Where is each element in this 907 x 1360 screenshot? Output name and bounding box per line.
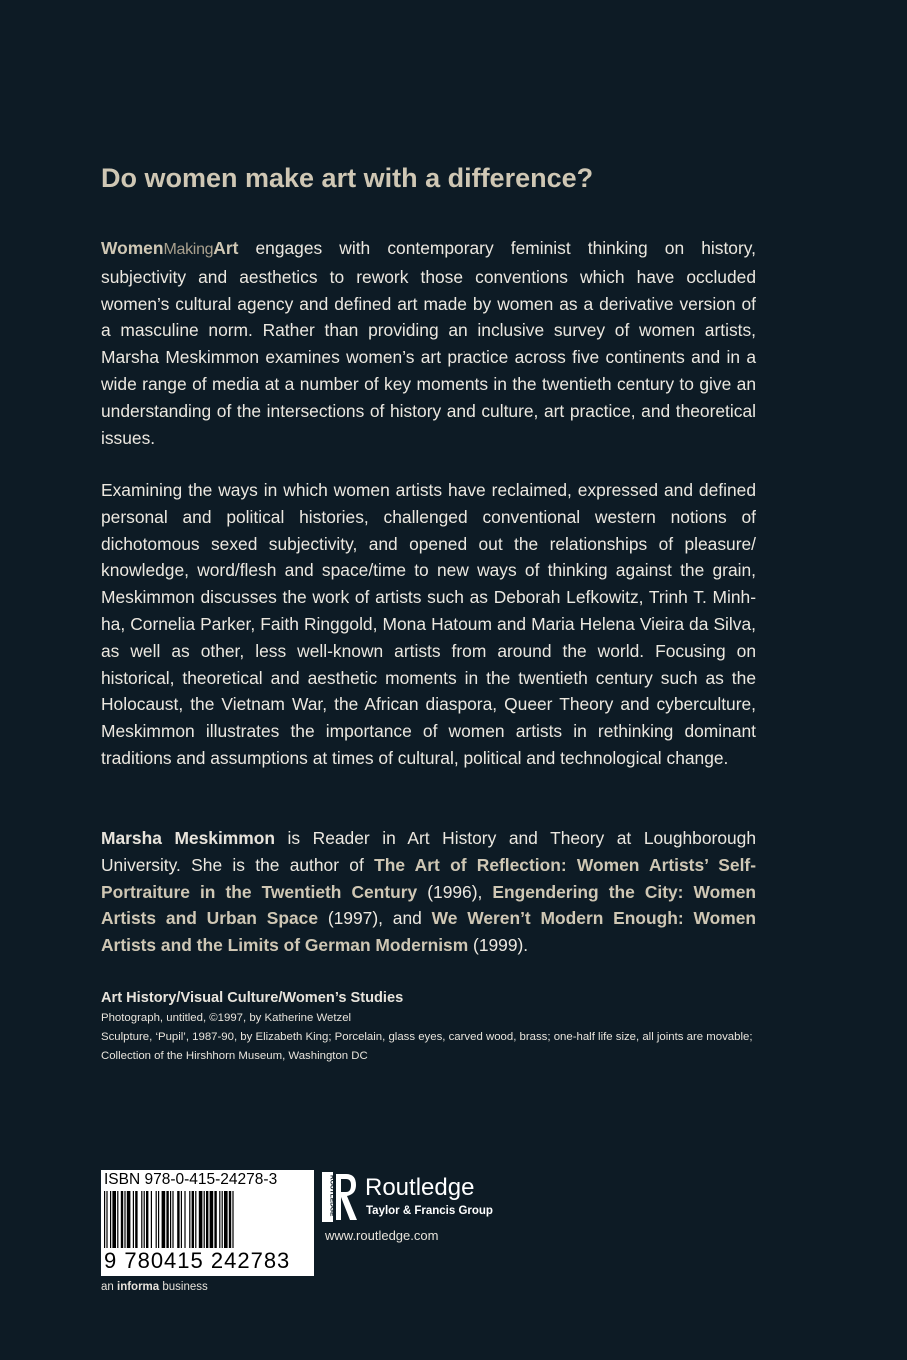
subject-category: Art History/Visual Culture/Women’s Studies [101,990,404,1006]
series-title-art: Art [213,238,239,258]
description-text-1: engages with contemporary feminist thinking on history, subjectivity and aesthetics to rework those conventions which have occluded women’s cultural agency and defined art made by women as a derivative version of a masculine norm. Rather than providing an inclusive survey of women artists, Marsha Meskimmon examines women’s art practice across five continents and in a wide range of media at a number of key moments in the twentieth century to give an understanding of the intersections of history and culture, art practice, and theoretical issues. [101,238,756,448]
sculpture-credit: Sculpture, ‘Pupil’, 1987-90, by Elizabeth King; Porcelain, glass eyes, carved wood, brass; one-half life size, all joints are movable; Collection of the Hirshhorn Museum, Washington DC [101,1031,753,1062]
book-year-2: (1997), and [318,908,432,929]
description-paragraph-1 [101,235,756,451]
bio-intro: is Reader in Art History and Theory at Loughborough University. She is the author of [101,828,757,875]
series-title-making: Making [163,241,214,258]
barcode-icon [104,1191,311,1254]
barcode-box [101,1170,314,1276]
book-title-2: Engendering the City: Women Artists and Urban Space [101,881,756,929]
informa-brand: informa [117,1281,160,1293]
author-bio [101,825,756,959]
credits-block [101,990,761,1066]
routledge-logo-icon [322,1172,358,1222]
informa-prefix: an [101,1281,117,1293]
isbn-number: ISBN 978-0-415-24278-3 [104,1171,278,1188]
book-title-3: We Weren’t Modern Enough: Women Artists and the Limits of German Modernism [101,908,756,956]
routledge-spine-label: ROUTLEDGE [328,1175,336,1217]
barcode-digits: 9 780415 242783 [104,1248,291,1273]
book-year-3: (1999). [468,935,529,956]
book-year-1: (1996), [417,881,493,902]
publisher-group: Taylor & Francis Group [366,1205,493,1217]
publisher-url[interactable]: www.routledge.com [325,1228,439,1243]
series-title-women: Women [101,238,164,258]
author-name: Marsha Meskimmon [101,828,275,848]
informa-suffix: business [159,1281,208,1293]
book-title-1: The Art of Reflection: Women Artists’ Self-Portraiture in the Twentieth Century [101,854,756,902]
informa-tagline [101,1281,208,1293]
publisher-name: Routledge [365,1174,475,1201]
description-paragraph-2: Examining the ways in which women artists have reclaimed, expressed and defined personal and political histories, challenged conventional western notions of dichotomous sexed subjectivity, and opened out the relationships of pleasure/ knowledge, word/flesh and space/time to new ways of thinking against the grain, Meskimmon discusses the work of artists such as Deborah Lefkowitz, Trinh T. Minh-ha, Cornelia Parker, Faith Ringgold, Mona Hatoum and Maria Helena Vieira da Silva, as well as other, less well-known artists from around the world. Focusing on historical, theoretical and aesthetic moments in the twentieth century such as the Holocaust, the Vietnam War, the African diaspora, Queer Theory and cyberculture, Meskimmon illustrates the importance of women artists in rethinking dominant traditions and assumptions at times of cultural, political and technological change. [101,480,756,768]
headline: Do women make art with a difference? [101,163,594,193]
photo-credit: Photograph, untitled, ©1997, by Katherine Wetzel [101,1012,352,1024]
